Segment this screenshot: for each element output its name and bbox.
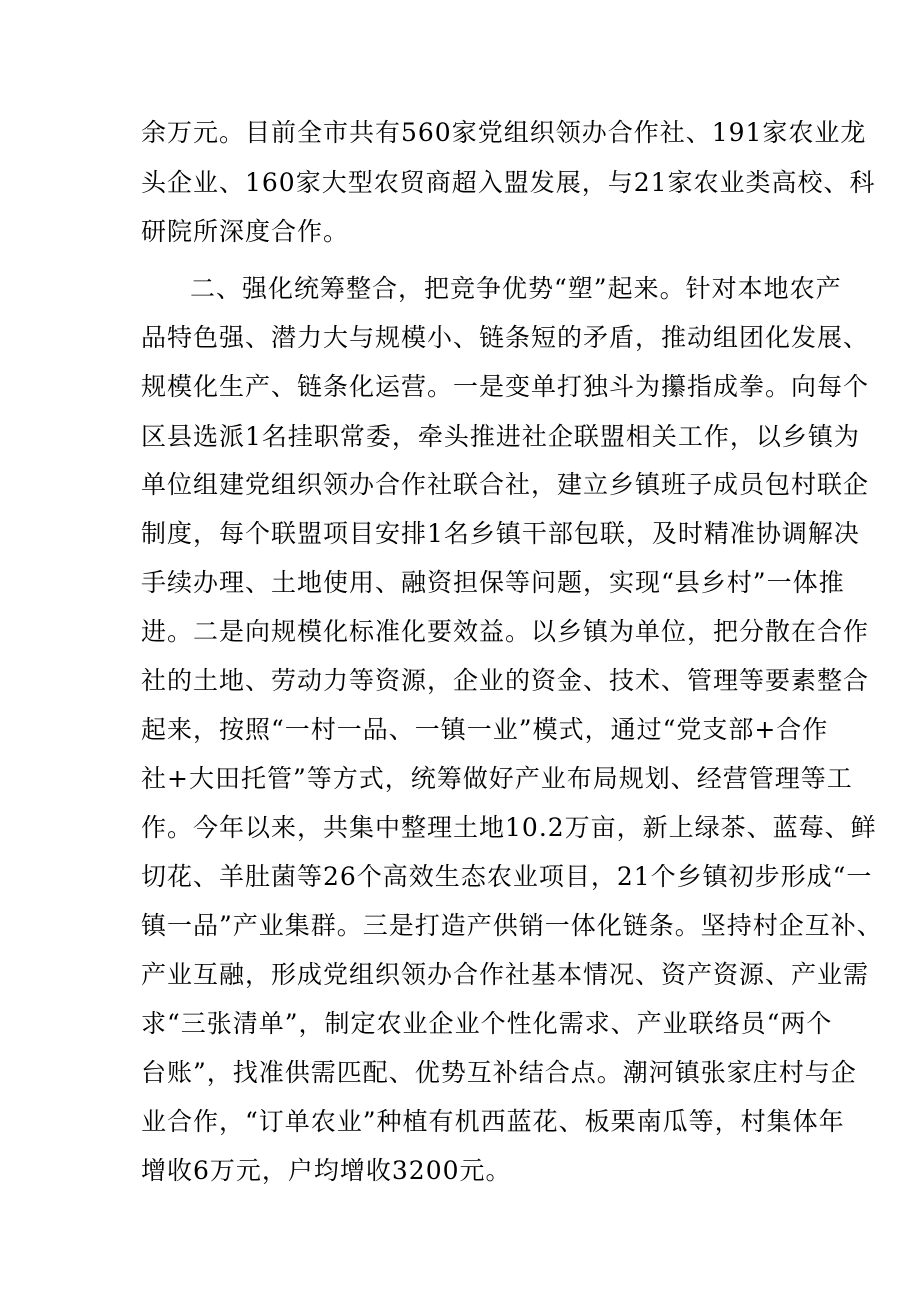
- text-line: 手续办理、土地使用、融资担保等问题，实现“县乡村”一体推: [141, 568, 845, 597]
- text-line: 社的土地、劳动力等资源，企业的资金、技术、管理等要素整合: [141, 666, 870, 695]
- text-line: 求“三张清单”，制定农业企业个性化需求、产业联络员“两个: [141, 1009, 833, 1038]
- text-line: 规模化生产、链条化运营。一是变单打独斗为攥指成拳。向每个: [141, 372, 870, 401]
- text-line: 社+大田托管”等方式，统筹做好产业布局规划、经营管理等工: [141, 764, 853, 793]
- text-line: 进。二是向规模化标准化要效益。以乡镇为单位，把分散在合作: [141, 617, 870, 646]
- text-line: 区县选派1名挂职常委，牵头推进社企联盟相关工作，以乡镇为: [141, 422, 860, 451]
- text-line: 作。今年以来，共集中整理土地10.2万亩，新上绿茶、蓝莓、鲜: [141, 813, 877, 842]
- text-line: 起来，按照“一村一品、一镇一业”模式，通过“党支部+合作: [141, 715, 829, 744]
- text-line: 镇一品”产业集群。三是打造产供销一体化链条。坚持村企互补、: [141, 911, 883, 940]
- text-line: 品特色强、潜力大与规模小、链条短的矛盾，推动组团化发展、: [141, 323, 870, 352]
- section-heading-line: 二、强化统筹整合，把竞争优势“塑”起来。针对本地农产: [190, 274, 842, 303]
- text-line: 余万元。目前全市共有560家党组织领办合作社、191家农业龙: [141, 118, 867, 147]
- text-line: 切花、羊肚菌等26个高效生态农业项目，21个乡镇初步形成“一: [141, 862, 873, 891]
- text-line: 产业互融，形成党组织领办合作社基本情况、资产资源、产业需: [141, 960, 870, 989]
- text-line: 单位组建党组织领办合作社联合社，建立乡镇班子成员包村联企: [141, 470, 870, 499]
- text-line: 制度，每个联盟项目安排1名乡镇干部包联，及时精准协调解决: [141, 519, 860, 548]
- text-line: 头企业、160家大型农贸商超入盟发展，与21家农业类高校、科: [141, 168, 876, 197]
- text-line: 增收6万元，户均增收3200元。: [141, 1156, 512, 1185]
- text-line: 业合作，“订单农业”种植有机西蓝花、板栗南瓜等，村集体年: [141, 1107, 845, 1136]
- text-line: 研院所深度合作。: [141, 217, 350, 246]
- text-line: 台账”，找准供需匹配、优势互补结合点。潮河镇张家庄村与企: [141, 1058, 857, 1087]
